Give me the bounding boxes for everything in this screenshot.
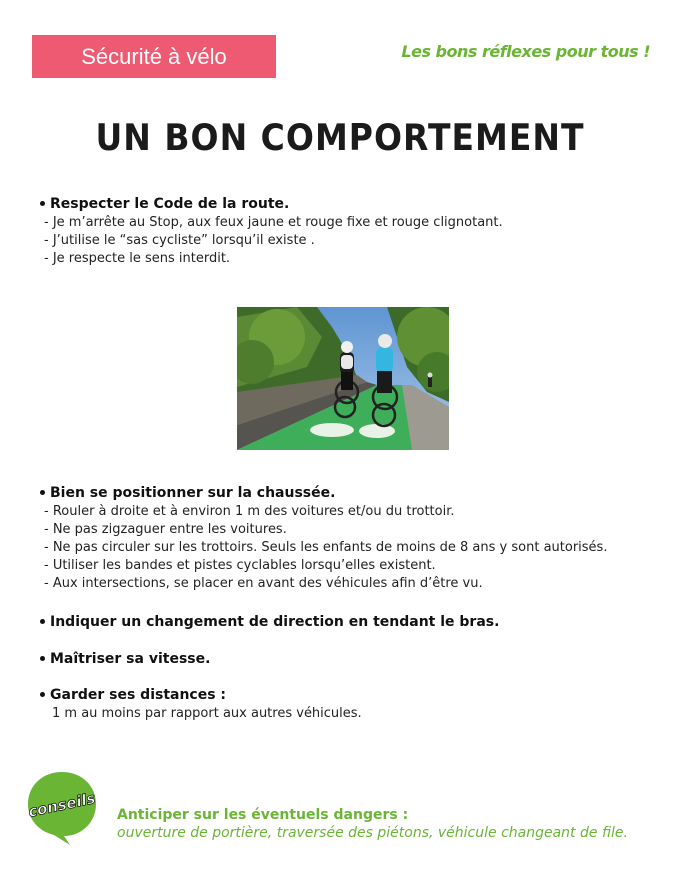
list-item: - Aux intersections, se placer en avant des véhicules afin d’être vu. — [44, 576, 483, 591]
list-item: - Je m’arrête au Stop, aux feux jaune et rouge fixe et rouge clignotant. — [44, 215, 503, 230]
tip-title: Anticiper sur les éventuels dangers : — [117, 807, 409, 823]
section-code-route — [40, 195, 660, 268]
heading-text: Indiquer un changement de direction en tendant le bras. — [50, 614, 500, 630]
section-heading — [40, 195, 660, 214]
speech-bubble-icon — [26, 770, 98, 846]
header-badge: Sécurité à vélo — [32, 35, 276, 78]
list-item: 1 m au moins par rapport aux autres véhicules. — [52, 706, 362, 721]
bullet-icon — [40, 490, 45, 495]
header-tagline: Les bons réflexes pour tous ! — [401, 42, 650, 61]
list-item: - Rouler à droite et à environ 1 m des voitures et/ou du trottoir. — [44, 504, 455, 519]
tip-body: ouverture de portière, traversée des piétons, véhicule changeant de file. — [117, 825, 628, 841]
bullet-icon — [40, 656, 45, 661]
bullet-icon — [40, 619, 45, 624]
section-heading — [40, 613, 660, 632]
section-direction — [40, 613, 660, 632]
section-heading — [40, 650, 660, 669]
bullet-icon — [40, 201, 45, 206]
heading-text: Respecter le Code de la route. — [50, 196, 290, 212]
section-positionnement — [40, 484, 660, 593]
section-heading — [40, 484, 660, 503]
heading-text: Garder ses distances : — [50, 687, 227, 703]
section-distances — [40, 686, 660, 723]
heading-text: Bien se positionner sur la chaussée. — [50, 485, 336, 501]
bullet-icon — [40, 692, 45, 697]
section-heading — [40, 686, 660, 705]
list-item: - Je respecte le sens interdit. — [44, 251, 231, 266]
logo-text: conseils — [26, 789, 98, 821]
list-item: - Utiliser les bandes et pistes cyclables lorsqu’elles existent. — [44, 558, 436, 573]
list-item: - Ne pas zigzaguer entre les voitures. — [44, 522, 287, 537]
cyclists-photo — [237, 307, 449, 450]
page-title: UN BON COMPORTEMENT — [95, 116, 585, 159]
cyclists-illustration — [237, 307, 449, 450]
list-item: - J’utilise le “sas cycliste” lorsqu’il existe . — [44, 233, 315, 248]
section-vitesse — [40, 650, 660, 669]
tip-block — [117, 807, 628, 842]
heading-text: Maîtriser sa vitesse. — [50, 651, 211, 667]
conseils-logo — [26, 770, 98, 846]
list-item: - Ne pas circuler sur les trottoirs. Seuls les enfants de moins de 8 ans y sont autorisés. — [44, 540, 608, 555]
